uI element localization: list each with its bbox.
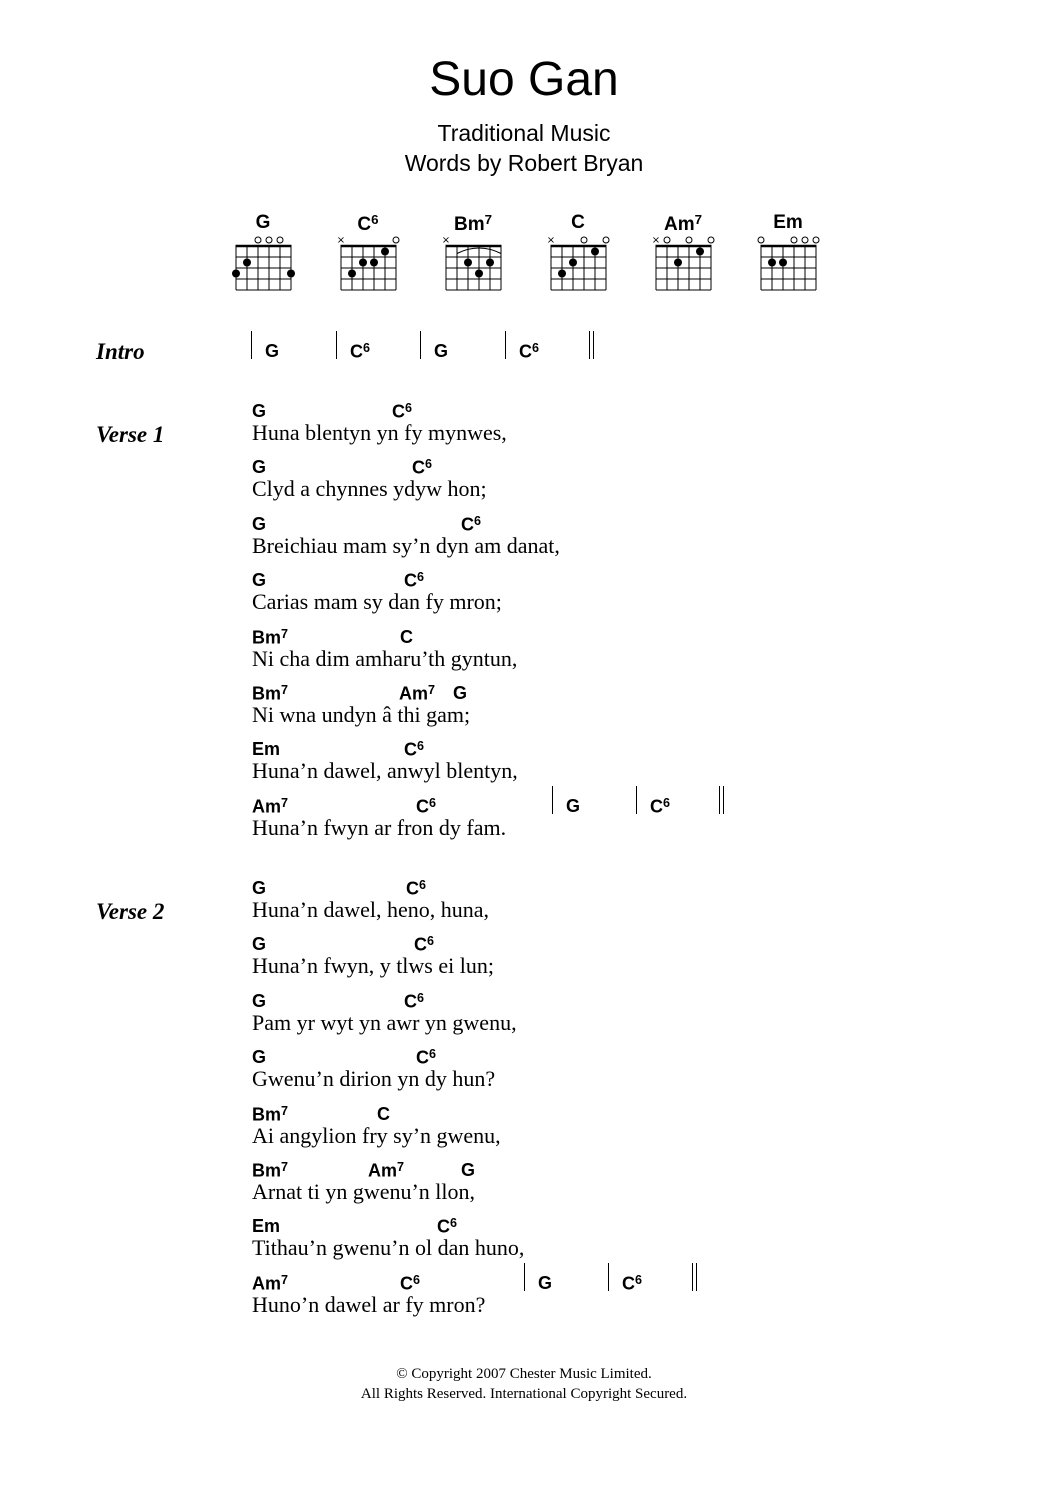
verse1-label: Verse 1	[96, 422, 165, 447]
chord-symbol: $C^6$	[404, 739, 425, 761]
chord-symbol: G	[461, 1160, 476, 1180]
finger-dot	[558, 270, 566, 278]
copyright-line-2: All Rights Reserved. International Copyright Secured.	[360, 1386, 688, 1402]
chord-symbol: $C^6$	[416, 795, 437, 817]
music-credit: Traditional Music	[437, 120, 611, 146]
chord-symbol: G	[252, 934, 267, 955]
finger-dot	[348, 270, 356, 278]
chord-symbol: G	[252, 990, 267, 1011]
chord-root: C	[357, 213, 372, 235]
barline	[336, 331, 337, 359]
open-string-marker	[686, 237, 692, 243]
barline	[420, 331, 421, 359]
chord-symbol: Em	[252, 1216, 281, 1237]
chord-symbol: $C^6$	[519, 341, 540, 362]
chord-symbol: $C^6$	[404, 990, 425, 1012]
chord-symbol: $C^6$	[650, 795, 671, 817]
chord-extension: 7	[484, 212, 493, 227]
chord-diagram	[218, 212, 308, 292]
chord-symbol: Em	[252, 739, 281, 760]
open-string-marker	[393, 237, 399, 243]
open-string-marker	[813, 237, 819, 243]
final-barline	[589, 331, 594, 359]
chord-symbol: G	[252, 513, 267, 534]
open-string-marker	[708, 237, 714, 243]
lyric-line: Ni cha dim amharu’th gyntun,	[252, 645, 518, 671]
chord-root: G	[255, 212, 271, 233]
finger-dot	[674, 259, 682, 267]
finger-dot	[381, 248, 389, 256]
chord-symbol: $C^6$	[350, 341, 371, 362]
barline	[524, 1263, 525, 1291]
chord-symbol: G	[538, 1272, 553, 1293]
lyric-line: Huno’n dawel ar fy mron?	[252, 1291, 486, 1317]
finger-dot	[464, 259, 472, 267]
copyright-line-1: © Copyright 2007 Chester Music Limited.	[396, 1366, 652, 1382]
lyric-line: Huna’n dawel, heno, huna,	[252, 897, 490, 922]
chord-diagram	[323, 212, 413, 292]
lyric-line: Huna’n fwyn, y tlws ei lun;	[252, 953, 494, 979]
open-string-marker	[791, 237, 797, 243]
open-string-marker	[603, 237, 609, 243]
intro-label: Intro	[96, 339, 145, 364]
barline	[251, 331, 252, 359]
chord-symbol: $C^6$	[400, 1272, 421, 1294]
open-string-marker	[664, 237, 670, 243]
lyric-line: Ai angylion fry sy’n gwenu,	[252, 1122, 501, 1148]
song-title: Suo Gan	[429, 53, 619, 106]
chord-diagram	[743, 212, 833, 292]
chord-symbol: Bm$^7$	[252, 1103, 289, 1125]
fretboard-grid	[428, 230, 518, 292]
finger-dot	[768, 259, 776, 267]
barline	[552, 786, 553, 814]
lyric-line: Clyd a chynnes ydyw hon;	[252, 476, 487, 502]
muted-string-marker: ×	[546, 235, 556, 246]
finger-dot	[370, 259, 378, 267]
barline	[636, 786, 637, 814]
chord-symbol: Bm$^7$	[252, 683, 289, 704]
chord-symbol: G	[265, 341, 280, 361]
open-string-marker	[802, 237, 808, 243]
finger-dot	[591, 248, 599, 256]
chord-symbol: $C^6$	[437, 1216, 458, 1238]
final-barline	[692, 1263, 697, 1291]
lyric-line: Pam yr wyt yn awr yn gwenu,	[252, 1009, 517, 1035]
chord-extension: 7	[694, 212, 703, 227]
finger-dot	[359, 259, 367, 267]
chord-symbol: $C^6$	[392, 401, 413, 422]
lyric-line: Tithau’n gwenu’n ol dan huno,	[252, 1235, 525, 1261]
chord-symbol: G	[453, 683, 468, 703]
chord-symbol: Bm$^7$	[252, 626, 289, 648]
chord-symbol: C	[400, 626, 413, 647]
chord-symbol: Am$^7$	[252, 795, 289, 817]
fretboard-grid	[638, 230, 728, 292]
finger-dot	[243, 259, 251, 267]
open-string-marker	[266, 237, 272, 243]
fretboard-grid	[743, 230, 833, 292]
lyric-line: Huna’n fwyn ar fron dy fam.	[252, 814, 507, 840]
chord-root: C	[571, 212, 585, 233]
muted-string-marker: ×	[441, 235, 451, 246]
chord-symbol: Am$^7$	[252, 1272, 289, 1294]
chord-symbol: $C^6$	[406, 878, 427, 899]
chord-symbol: G	[252, 878, 267, 898]
chord-extension: 6	[371, 212, 379, 227]
lyric-line: Huna blentyn yn fy mynwes,	[252, 420, 507, 445]
chord-symbol: Am$^7$	[368, 1160, 405, 1181]
finger-dot	[232, 270, 240, 278]
fretboard-grid	[218, 230, 308, 292]
open-string-marker	[758, 237, 764, 243]
muted-string-marker: ×	[651, 235, 661, 246]
chord-root: Em	[773, 212, 803, 233]
chord-symbol: G	[252, 401, 267, 421]
lyric-line: Ni wna undyn â thi gam;	[252, 702, 471, 727]
muted-string-marker: ×	[336, 235, 346, 246]
chord-symbol: $C^6$	[412, 457, 433, 479]
chord-symbol: Bm$^7$	[252, 1160, 289, 1181]
finger-dot	[696, 248, 704, 256]
chord-symbol: G	[434, 341, 449, 361]
lyric-line: Huna’n dawel, anwyl blentyn,	[252, 758, 518, 784]
chord-diagram	[533, 212, 623, 292]
open-string-marker	[255, 237, 261, 243]
finger-dot	[475, 270, 483, 278]
chord-root: Bm	[453, 213, 485, 235]
chord-root: Am	[663, 213, 695, 235]
chord-symbol: $C^6$	[414, 934, 435, 956]
verse2-label: Verse 2	[96, 899, 165, 924]
final-barline	[719, 786, 724, 814]
chord-symbol: G	[252, 1047, 267, 1068]
chord-symbol: G	[252, 570, 267, 591]
finger-dot	[287, 270, 295, 278]
open-string-marker	[581, 237, 587, 243]
words-credit: Words by Robert Bryan	[404, 150, 644, 176]
fretboard-grid	[323, 230, 413, 292]
open-string-marker	[277, 237, 283, 243]
chord-diagram	[638, 212, 728, 292]
fretboard-grid	[533, 230, 623, 292]
finger-dot	[779, 259, 787, 267]
chord-symbol: $C^6$	[622, 1272, 643, 1294]
finger-dot	[486, 259, 494, 267]
chord-symbol: $C^6$	[461, 513, 482, 535]
chord-symbol: $C^6$	[404, 570, 425, 591]
chord-symbol: G	[566, 795, 581, 816]
lyric-line: Breichiau mam sy’n dyn am danat,	[252, 532, 560, 558]
chord-symbol: $C^6$	[416, 1047, 437, 1068]
finger-dot	[569, 259, 577, 267]
chord-symbol: G	[252, 457, 267, 478]
barline	[505, 331, 506, 359]
lyric-line: Gwenu’n dirion yn dy hun?	[252, 1066, 496, 1092]
lyric-line: Arnat ti yn gwenu’n llon,	[252, 1179, 476, 1204]
chord-diagram	[428, 212, 518, 292]
lyric-line: Carias mam sy dan fy mron;	[252, 589, 502, 615]
chord-symbol: C	[377, 1103, 390, 1124]
barline	[608, 1263, 609, 1291]
chord-symbol: Am$^7$	[399, 683, 436, 704]
